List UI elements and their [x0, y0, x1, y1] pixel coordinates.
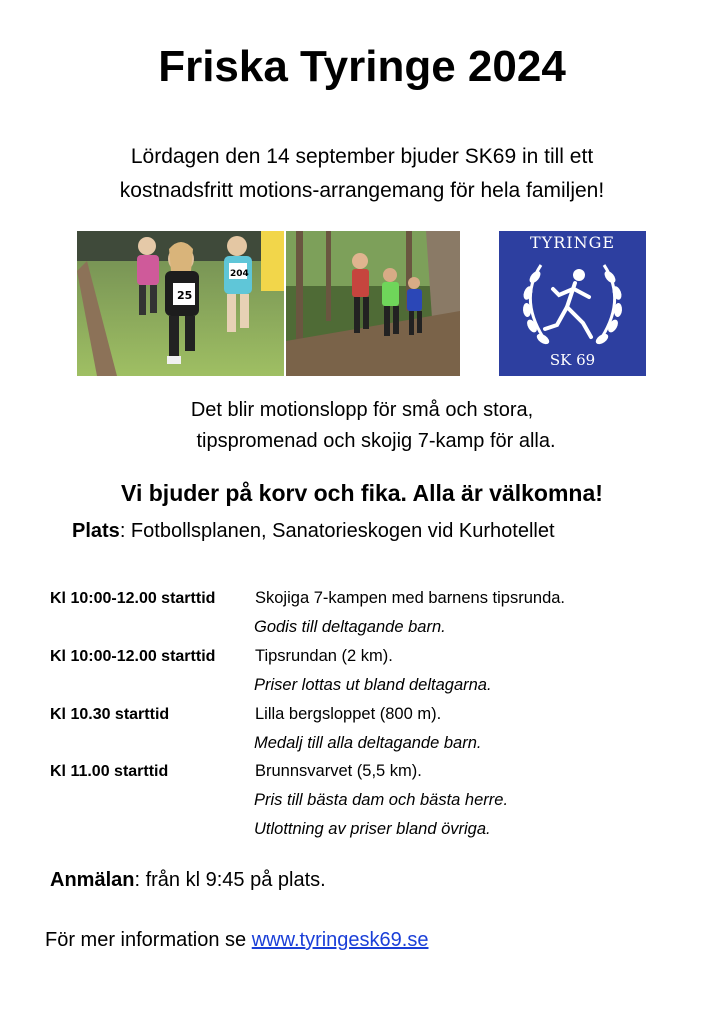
intro-line-1: Lördagen den 14 september bjuder SK69 in till ett — [130, 145, 594, 168]
info-text: För mer information se — [45, 929, 252, 951]
schedule-note-4b: Utlottning av priser bland övriga. — [254, 820, 491, 838]
schedule-time-2: Kl 10:00-12.00 starttid — [50, 648, 216, 665]
intro-line-2: kostnadsfritt motions-arrangemang för hela familjen! — [119, 179, 605, 202]
schedule-desc-3: Lilla bergsloppet (800 m). — [255, 705, 442, 723]
welcome-heading: Vi bjuder på korv och fika. Alla är välkomna! — [121, 480, 603, 506]
schedule-desc-1: Skojiga 7-kampen med barnens tipsrunda. — [255, 589, 566, 607]
signup-label: Anmälan — [50, 869, 135, 891]
info-line — [45, 929, 428, 952]
schedule-note-3: Medalj till alla deltagande barn. — [254, 734, 482, 752]
signup-value: : från kl 9:45 på plats. — [134, 869, 326, 891]
activities-line-2: tipspromenad och skojig 7-kamp för alla. — [196, 430, 556, 452]
svg-text:25: 25 — [177, 289, 193, 302]
place-label: Plats — [72, 520, 120, 542]
schedule-desc-2: Tipsrundan (2 km). — [255, 647, 393, 665]
schedule-time-4: Kl 11.00 starttid — [50, 763, 169, 780]
schedule-note-2: Priser lottas ut bland deltagarna. — [254, 676, 492, 694]
schedule-time-1: Kl 10:00-12.00 starttid — [50, 590, 216, 607]
schedule-desc-4: Brunnsvarvet (5,5 km). — [255, 762, 422, 780]
signup-line — [50, 869, 326, 892]
page-title: Friska Tyringe 2024 — [158, 42, 566, 91]
place-value: : Fotbollsplanen, Sanatorieskogen vid Kurhotellet — [119, 520, 555, 542]
photo-trail-runners — [286, 231, 460, 376]
schedule-time-3: Kl 10.30 starttid — [50, 706, 170, 723]
club-logo — [499, 231, 646, 376]
place-line — [72, 520, 555, 543]
website-link[interactable]: www.tyringesk69.se — [251, 929, 429, 951]
svg-text:204: 204 — [230, 269, 249, 279]
schedule-note-4a: Pris till bästa dam och bästa herre. — [254, 791, 509, 809]
schedule-note-1: Godis till deltagande barn. — [254, 618, 446, 636]
activities-line-1: Det blir motionslopp för små och stora, — [190, 399, 534, 421]
photo-children-running — [77, 231, 284, 376]
logo-top-text: TYRINGE — [529, 233, 616, 252]
logo-bottom-text: SK 69 — [549, 351, 596, 369]
